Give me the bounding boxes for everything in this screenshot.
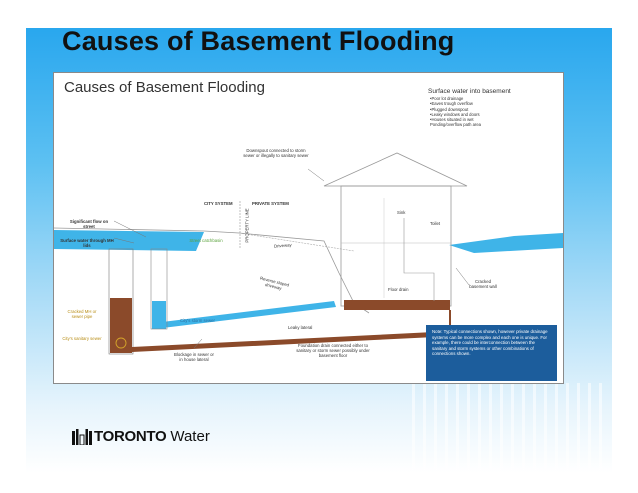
label-downspout: Downspout connected to storm sewer or illegally to sanitary sewer xyxy=(243,148,309,158)
label-cracked-mh: Cracked MH or sewer pipe xyxy=(67,309,97,319)
label-foundation-drain: Foundation drain connected either to sanitary or storm sewer possibly under basement floor xyxy=(296,343,370,358)
label-toilet: Toilet xyxy=(430,221,441,226)
label-city-system: CITY SYSTEM xyxy=(204,201,233,206)
catchbasin-water xyxy=(152,301,166,329)
legend-item: • Leaky windows and doors xyxy=(430,112,481,117)
driveway-line xyxy=(239,233,354,251)
arrow-downspout xyxy=(308,169,324,181)
logo-brand: TORONTO xyxy=(94,428,167,445)
legend-item: • Eaves trough overflow xyxy=(430,101,481,106)
label-driveway: Driveway xyxy=(273,242,292,249)
label-city-storm: City's storm sewer xyxy=(180,318,215,323)
label-street-catchbasin: Street catchbasin xyxy=(189,238,223,243)
logo-suffix: Water xyxy=(170,428,210,445)
label-reverse-driveway: Reverse sloped driveway xyxy=(259,275,290,291)
city-hall-icon xyxy=(72,429,92,445)
basement-floor xyxy=(344,300,450,310)
legend-item: • Poor lot drainage xyxy=(430,96,481,101)
label-surface-water: Surface water through MH lids xyxy=(60,238,114,248)
label-city-sanitary: City's sanitary sewer xyxy=(62,336,102,341)
legend-list xyxy=(430,96,481,128)
label-leaky-lateral: Leaky lateral xyxy=(288,325,313,330)
legend-item: • Plugged downspout xyxy=(430,107,481,112)
legend-item: • Houses situated in wet xyxy=(430,117,481,122)
label-significant-flow: Significant flow on street xyxy=(69,219,109,229)
label-floor-drain: Floor drain xyxy=(388,287,409,292)
legend-item: Ponding/overflow path area xyxy=(430,122,481,128)
label-blockage: Blockage in sewer or in house lateral xyxy=(174,352,214,362)
label-cracked-wall: Cracked basement wall xyxy=(469,279,497,289)
label-private-system: PRIVATE SYSTEM xyxy=(252,201,289,206)
house-roof xyxy=(324,153,467,186)
decorative-stripes xyxy=(412,383,602,473)
legend-title: Surface water into basement xyxy=(428,88,511,95)
toronto-water-logo xyxy=(72,428,210,445)
sanitary-manhole xyxy=(110,298,132,353)
diagram-title: Causes of Basement Flooding xyxy=(64,79,265,96)
note-box: Note: Typical connections shown, however private drainage systems can be more complex and each one is unique. For example, there could be interconnection between the sanitary and storm systems or other combinations of connections shown. xyxy=(426,325,557,381)
label-sink: Sink xyxy=(397,210,406,215)
diagram-panel xyxy=(53,72,564,384)
slide-title: Causes of Basement Flooding xyxy=(62,26,455,56)
label-property-line: PROPERTY LINE xyxy=(244,208,250,243)
yard-water xyxy=(449,233,564,253)
